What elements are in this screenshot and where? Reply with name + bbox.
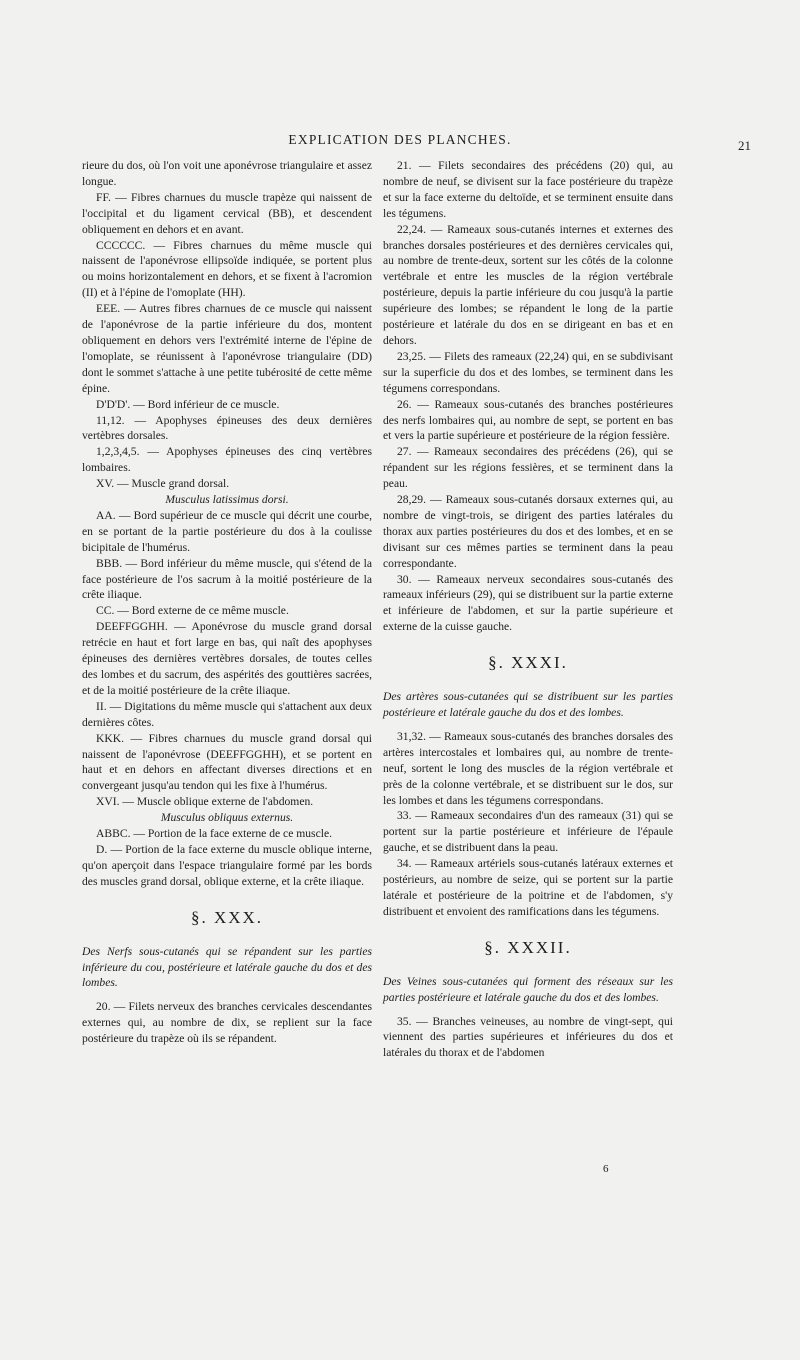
- paragraph: 28,29. — Rameaux sous-cutanés dorsaux externes qui, au nombre de vingt-trois, se dirigent des parties latérales du thorax aux parties postérieures du dos et des lombes, et en se divisant sur ces mêmes parties se terminent dans la peau correspondante.: [383, 493, 673, 570]
- section-heading: §. XXXI.: [488, 653, 568, 673]
- paragraph: FF. — Fibres charnues du muscle trapèze qui naissent de l'occipital et du ligament cervical (BB), et descendent obliquement en dehors et en avant.: [82, 190, 372, 236]
- paragraph: 21. — Filets secondaires des précédens (20) qui, au nombre de neuf, se divisent sur la face postérieure du trapèze et sur la face externe du deltoïde, et se terminent ensuite dans les tégumens.: [383, 159, 673, 220]
- paragraph: 1,2,3,4,5. — Apophyses épineuses des cinq vertèbres lombaires.: [82, 445, 372, 475]
- paragraph: D. — Portion de la face externe du muscle oblique interne, qu'on aperçoit dans l'espace triangulaire formé par les bords des muscles grand dorsal, oblique externe, et la crête iliaque.: [82, 842, 372, 888]
- paragraph: XV. — Muscle grand dorsal.: [96, 477, 230, 491]
- section-heading: §. XXX.: [190, 907, 264, 927]
- paragraph: 31,32. — Rameaux sous-cutanés des branches dorsales des artères intercostales et lombaires qui, au nombre de trente-neuf, sortent le long des muscles de la région vertébrale et près de la colonne vertébrale, et se distribuent sur le dos, sur les lombes et dans les tégumens correspondans.: [383, 729, 673, 807]
- paragraph: 35. — Branches veineuses, au nombre de vingt-sept, qui viennent des parties supérieures et inférieures du dos et latérales du thorax et de l'abdomen: [383, 1014, 673, 1060]
- page-number: 21: [738, 138, 751, 153]
- paragraph: CCCCCC. — Fibres charnues du même muscle qui naissent de l'aponévrose ellipsoïde indiquée, se portent plus ou moins horizontalement en dehors, et se fixent à l'acromion (II) et à l'épine de l'omoplate (HH).: [82, 238, 372, 300]
- left-column: [82, 158, 372, 1047]
- paragraph-continued: rieure du dos, où l'on voit une aponévrose triangulaire et assez longue.: [82, 159, 372, 188]
- paragraph: DEEFFGGHH. — Aponévrose du muscle grand dorsal retrécie en haut et fort large en bas, qui naît des apophyses épineuses des dernières vertèbres dorsales, de toutes celles des lombes et du sacrum, des aspérités des gouttières sacrées, et de la moitié postérieure de la crête iliaque.: [82, 620, 372, 697]
- paragraph: 27. — Rameaux secondaires des précédens (26), qui se répandent sur les régions fessières, et se terminent dans la peau.: [383, 445, 673, 491]
- right-column: [383, 158, 673, 1061]
- section-heading: §. XXXII.: [484, 937, 572, 957]
- paragraph: 34. — Rameaux artériels sous-cutanés latéraux externes et postérieurs, au nombre de seize, qui se portent sur la partie latérale et postérieure de la poitrine et de l'abdomen, s'y distribuent et envoient des ramifications dans les tégumens.: [383, 857, 673, 918]
- signature-mark: 6: [603, 1163, 609, 1175]
- running-title: EXPLICATION DES PLANCHES.: [288, 132, 512, 147]
- paragraph: D'D'D'. — Bord inférieur de ce muscle.: [96, 397, 280, 411]
- paragraph: 23,25. — Filets des rameaux (22,24) qui, en se subdivisant sur la superficie du dos et des lombes, se terminent dans les tégumens correspondans.: [383, 349, 673, 395]
- paragraph: 33. — Rameaux secondaires d'un des rameaux (31) qui se portent sur la partie postérieure et inférieure de l'épaule gauche, et se distribuent dans la peau.: [383, 809, 673, 855]
- paragraph: XVI. — Muscle oblique externe de l'abdomen.: [96, 795, 314, 809]
- section-summary: Des Nerfs sous-cutanés qui se répandent sur les parties inférieure du cou, postérieure et latérale gauche du dos et des lombes.: [82, 944, 372, 990]
- paragraph: 20. — Filets nerveux des branches cervicales descendantes externes qui, au nombre de dix, se replient sur la face postérieure du trapèze où ils se répandent.: [82, 1000, 372, 1046]
- paragraph: CC. — Bord externe de ce même muscle.: [96, 604, 289, 618]
- paragraph: 26. — Rameaux sous-cutanés des branches postérieures des nerfs lombaires qui, au nombre de sept, se portent en bas et vers la partie supérieure et postérieure de la région fessière.: [383, 397, 673, 443]
- paragraph: EEE. — Autres fibres charnues de ce muscle qui naissent de l'aponévrose de la partie inférieure du dos, montent obliquement en dehors vers l'extrémité interne de l'épine de l'omoplate, se réunissent à l'aponévrose triangulaire (DD) dont le sommet s'attache à une petite tubérosité de cette même épine.: [82, 302, 372, 395]
- paragraph: KKK. — Fibres charnues du muscle grand dorsal qui naissent de l'aponévrose (DEEFFGGHH), et se portent en haut et en dehors en affectant diverses directions et en convergeant jusqu'au tendon qui les fixe à l'humérus.: [82, 731, 372, 793]
- section-summary: Des artères sous-cutanées qui se distribuent sur les parties postérieure et latérale gauche du dos et des lombes.: [383, 690, 673, 719]
- paragraph: 30. — Rameaux nerveux secondaires sous-cutanés des rameaux inférieurs (29), qui se distribuent sur la partie externe et inférieure de l'abdomen, et sur la partie supérieure et externe de la cuisse gauche.: [383, 572, 673, 634]
- paragraph: 11,12. — Apophyses épineuses des deux dernières vertèbres dorsales.: [82, 413, 372, 443]
- paragraph: 22,24. — Rameaux sous-cutanés internes et externes des branches dorsales postérieures et des dernières cervicales qui, au nombre de trente-deux, sortent sur les côtés de la colonne vertébrale et entre les muscles de la région vertébrale postérieure, depuis la partie inférieure du cou jusqu'à la partie supérieure des lombes; se répandent le long de la partie postérieure et latérale du dos en se dirigeant en bas et en dehors.: [383, 222, 673, 347]
- latin-name: Musculus obliquus externus.: [160, 811, 294, 825]
- latin-name: Musculus latissimus dorsi.: [165, 493, 289, 507]
- paragraph: ABBC. — Portion de la face externe de ce muscle.: [96, 827, 332, 841]
- paragraph: II. — Digitations du même muscle qui s'attachent aux deux dernières côtes.: [82, 699, 372, 729]
- paragraph: BBB. — Bord inférieur du même muscle, qui s'étend de la face postérieure de l'os sacrum à la moitié postérieure de la crête iliaque.: [82, 556, 372, 602]
- section-summary: Des Veines sous-cutanées qui forment des réseaux sur les parties postérieure et latérale gauche du dos et des lombes.: [383, 974, 673, 1004]
- paragraph: AA. — Bord supérieur de ce muscle qui décrit une courbe, en se portant de la partie postérieure du dos à la coulisse bicipitale de l'humérus.: [82, 508, 372, 554]
